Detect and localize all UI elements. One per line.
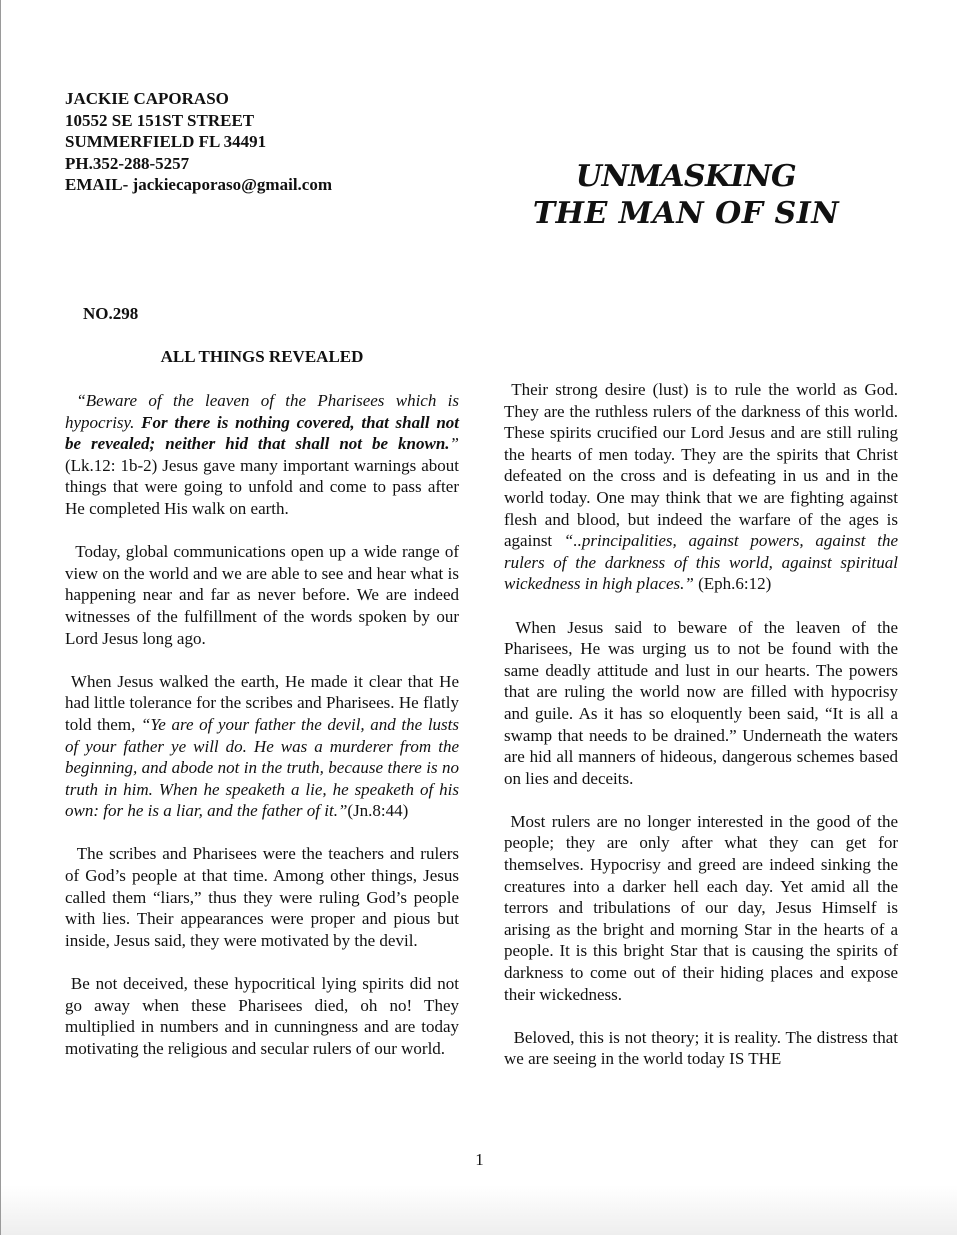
paragraph-text: Be not deceived, these hypocritical lying spirits did not go away when these Pharisees died, oh no! They multiplied in numbers and in cunningness and are today motivating the religious and secular rulers of our world. <box>65 974 460 1058</box>
left-paragraph-3 <box>65 671 459 822</box>
left-paragraph-5 <box>65 973 459 1059</box>
right-paragraph-3 <box>504 811 898 1005</box>
scripture-reference: (Eph.6:12) <box>693 574 772 594</box>
page-bottom-shadow <box>1 1185 957 1235</box>
paragraph-text: Today, global communications open up a wide range of view on the world and we are able to see and hear what is happening near and far as never before. We are indeed witnesses of the fulfillment of the words spoken by our Lord Jesus long ago. <box>65 542 459 648</box>
left-paragraph-2 <box>65 541 459 649</box>
scripture-quote: “Beware of the leaven of the Pharisees which is hypocrisy. <box>65 391 459 432</box>
newsletter-title <box>521 158 851 232</box>
right-column <box>504 379 898 1070</box>
scripture-quote-emphasis: For there is nothing covered, that shall not be revealed; neither hid that shall not be known. <box>65 412 459 454</box>
paragraph-text: The scribes and Pharisees were the teachers and rulers of God’s people at that time. Among other things, Jesus called them “liars,” thus they were ruling God’s people with lies. Their appearances were proper and pious but inside, Jesus said, they were motivated by the devil. <box>65 844 460 950</box>
paragraph-text: Their strong desire (lust) is to rule the world as God. They are the ruthless rulers of the darkness of this world. These spirits crucified our Lord Jesus and are still ruling the hearts of men today. They are the spirits that Christ defeated on the cross and is defeating in us and in the world today. One may think that we are fighting against flesh and blood, but indeed the warfare of the ages is against <box>504 380 899 551</box>
article-heading: ALL THINGS REVEALED <box>160 347 364 366</box>
author-name: JACKIE CAPORASO <box>65 89 229 108</box>
author-email: EMAIL- jackiecaporaso@gmail.com <box>65 175 332 194</box>
author-city: SUMMERFIELD FL 34491 <box>65 132 267 151</box>
right-paragraph-1 <box>504 379 898 595</box>
scripture-quote: “..principalities, against powers, against the rulers of the darkness of this world, against spiritual wickedness in high places.” <box>504 531 899 594</box>
title-line-2: THE MAN OF SIN <box>532 196 840 231</box>
scripture-quote: “Ye are of your father the devil, and the lusts of your father ye will do. He was a murderer from the beginning, and abode not in the truth, because there is no truth in him. When he speaketh a lie, he speaketh of his own: for he is a liar, and the father of it.” <box>65 714 459 821</box>
paragraph-text: (Lk.12: 1b-2) Jesus gave many important warnings about things that were going to unfold and come to pass after He completed His walk on earth. <box>65 455 459 518</box>
paragraph-text: When Jesus said to beware of the leaven of the Pharisees, He was urging us to not be found with the same deadly attitude and lust in our hearts. The powers that are ruling the world now are filled with hypocrisy and guile. As it has so eloquently been said, “It is all a swamp that needs to be drained.” Underneath the waters are hid all manners of hideous, dangerous schemes based on lies and deceits. <box>504 617 899 788</box>
left-paragraph-1 <box>65 390 459 520</box>
right-paragraph-2 <box>504 617 898 790</box>
right-paragraph-4 <box>504 1027 898 1070</box>
quote-close: ” <box>449 434 459 454</box>
paragraph-text: Beloved, this is not theory; it is reality. The distress that we are seeing in the world today IS THE <box>504 1027 898 1069</box>
paragraph-text: Most rulers are no longer interested in the good of the people; they are only after what they can get for themselves. Hypocrisy and greed are indeed sinking the creatures into a darker hell each day. Yet amid all the terrors and tribulations of our day, Jesus Himself is arising as the bright and morning Star in the hearts of a people. It is this bright Star that is causing the spirits of darkness to come out of their hiding places and expose their wickedness. <box>504 811 899 1004</box>
page-number: 1 <box>475 1150 484 1169</box>
title-line-1: UNMASKING <box>575 159 797 194</box>
issue-number: NO.298 <box>83 304 139 323</box>
author-address-block <box>65 88 332 196</box>
left-column <box>65 390 459 1059</box>
left-paragraph-4 <box>65 843 459 951</box>
paragraph-text: When Jesus walked the earth, He made it clear that He had little tolerance for the scribes and Pharisees. He flatly told them, <box>65 671 459 734</box>
author-street: 10552 SE 151ST STREET <box>65 110 255 130</box>
scripture-reference: (Jn.8:44) <box>347 801 409 821</box>
author-phone: PH.352-288-5257 <box>65 153 190 173</box>
